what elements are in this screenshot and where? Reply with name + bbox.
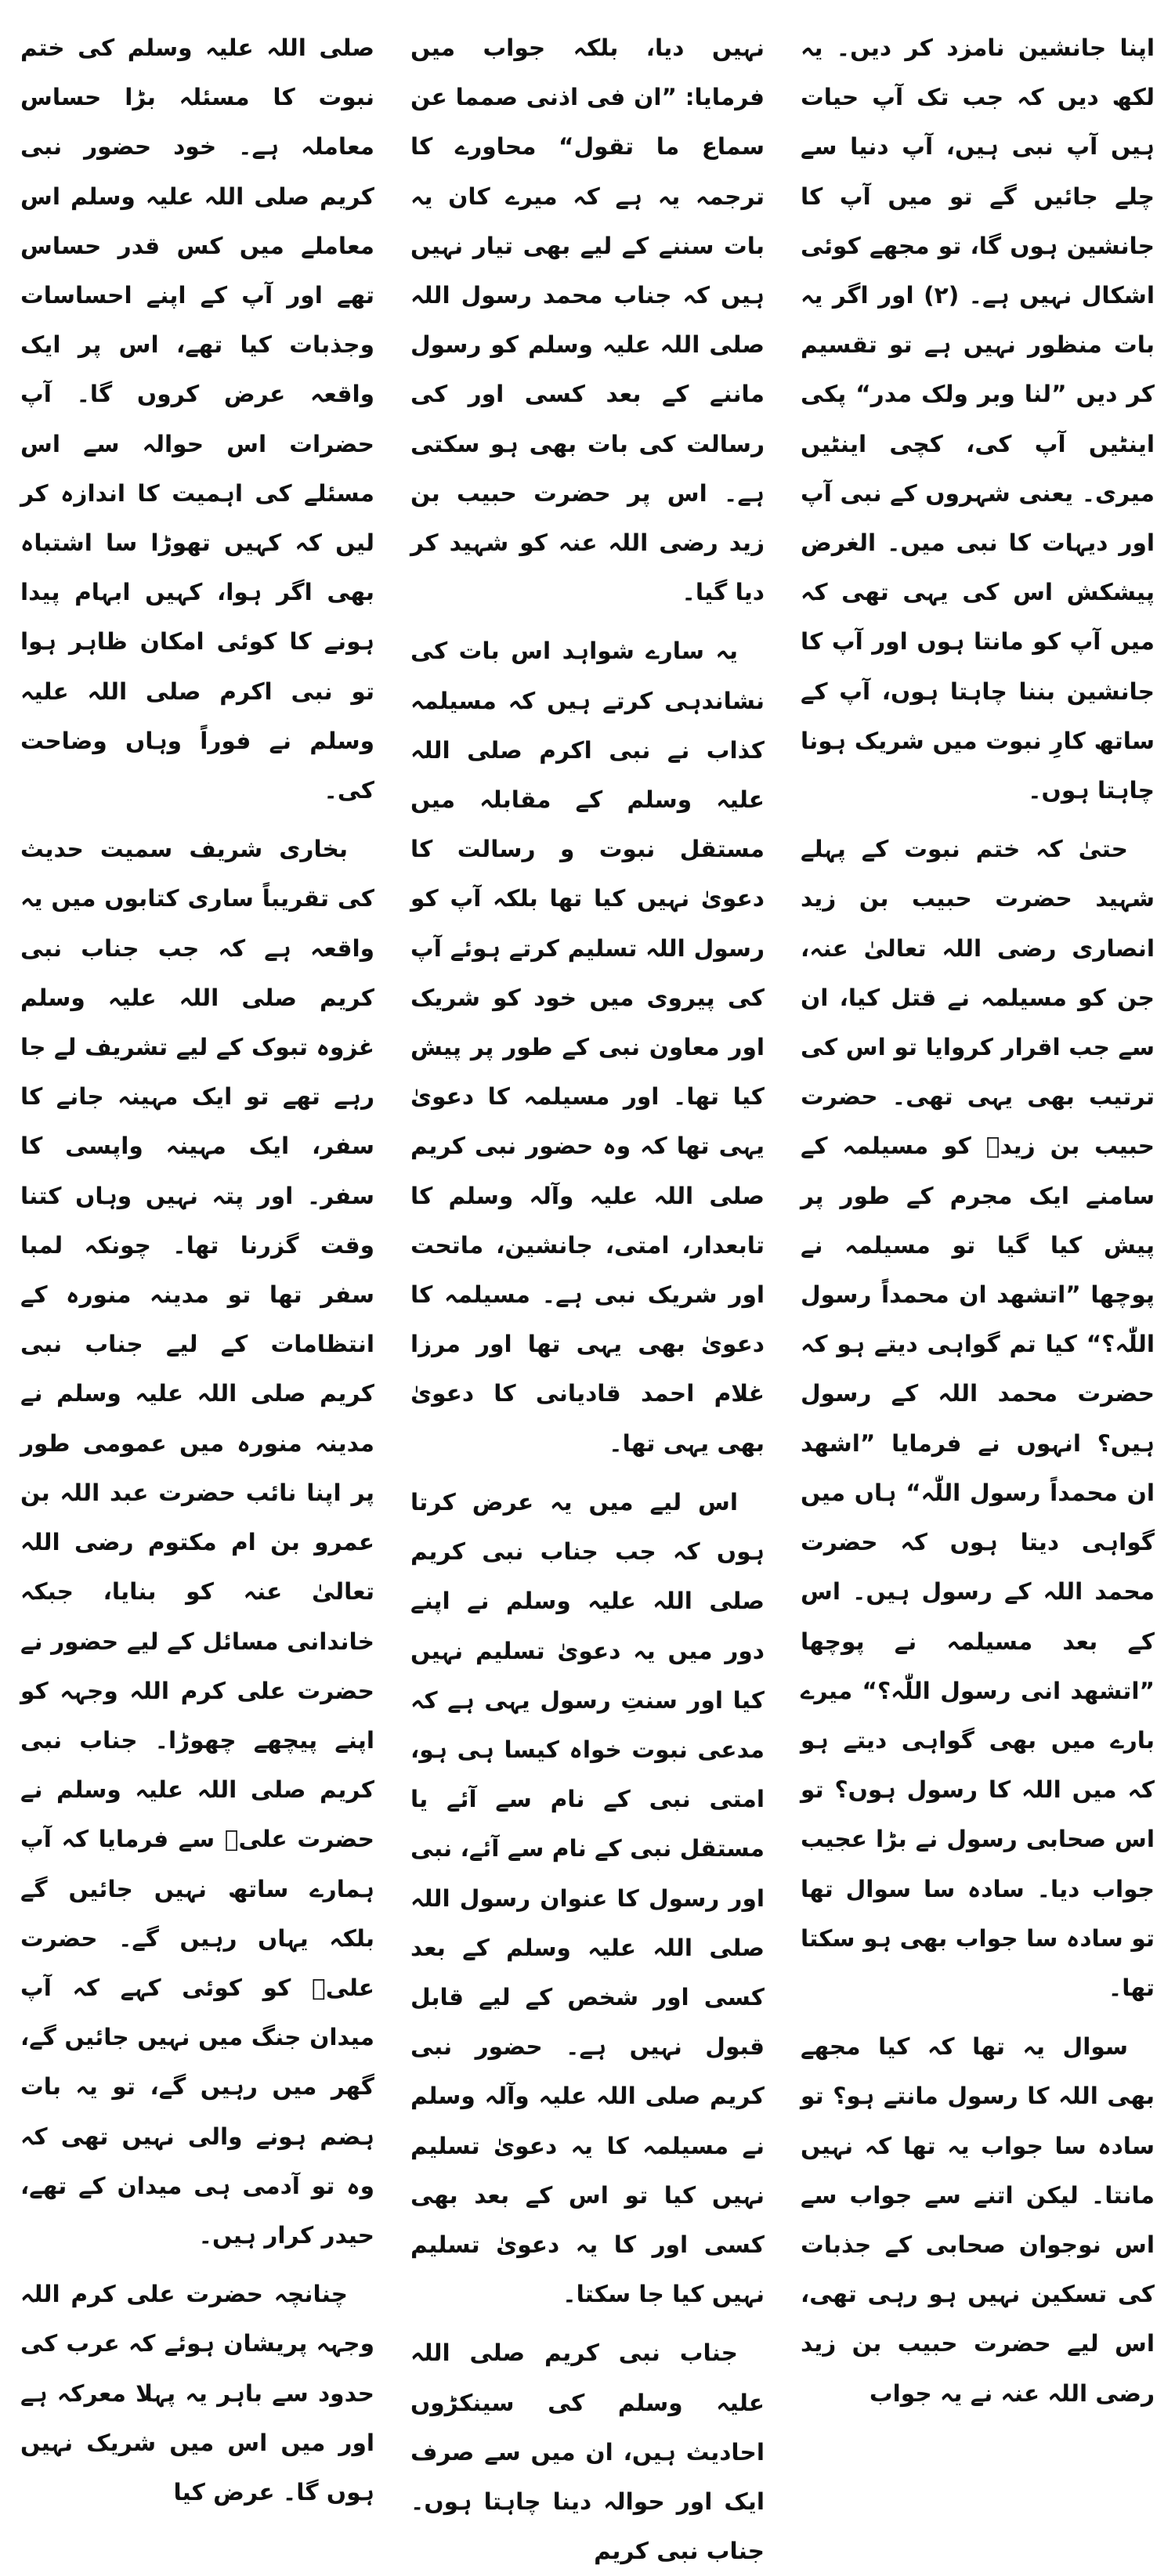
paragraph: اپنا جانشین نامزد کر دیں۔ یہ لکھ دیں کہ جب تک آپ حیات ہیں آپ نبی ہیں، آپ دنیا سے چلے جائیں گے تو میں آپ کا جانشین ہوں گا، تو مجھے کوئی اشکال نہیں ہے۔ (۲) اور اگر یہ بات منظور نہیں ہے تو تقسیم کر دیں ”لنا وبر ولک مدر“ پکی اینٹیں آپ کی، کچی اینٹیں میری۔ یعنی شہروں کے نبی آپ اور دیہات کا نبی میں۔ الغرض پیشکش اس کی یہی تھی کہ میں آپ کو مانتا ہوں اور آپ کا جانشین بننا چاہتا ہوں، آپ کے ساتھ کارِ نبوت میں شریک ہونا چاہتا ہوں۔ [801, 34, 1155, 804]
paragraph: چنانچہ حضرت علی کرم اللہ وجہہ پریشان ہوئے کہ عرب کی حدود سے باہر یہ پہلا معرکہ ہے اور میں اس میں شریک نہیں ہوں گا۔ عرض کیا [20, 2281, 374, 2506]
paragraph: سوال یہ تھا کہ کیا مجھے بھی اللہ کا رسول مانتے ہو؟ تو سادہ سا جواب یہ تھا کہ نہیں مانتا۔ لیکن اتنے سے جواب سے اس نوجوان صحابی کے جذبات کی تسکین نہیں ہو رہی تھی، اس لیے حضرت حبیب بن زید رضی اللہ عنہ نے یہ جواب [801, 2033, 1155, 2407]
column-left [20, 23, 374, 2506]
column-right [801, 23, 1155, 2407]
paragraph: یہ سارے شواہد اس بات کی نشاندہی کرتے ہیں کہ مسیلمہ کذاب نے نبی اکرم صلی اللہ علیہ وسلم کے مقابلہ میں مستقل نبوت و رسالت کا دعویٰ نہیں کیا تھا بلکہ آپ کو رسول اللہ تسلیم کرتے ہوئے آپ کی پیروی میں خود کو شریک اور معاون نبی کے طور پر پیش کیا تھا۔ اور مسیلمہ کا دعویٰ یہی تھا کہ وہ حضور نبی کریم صلی اللہ علیہ وآلہ وسلم کا تابعدار، امتی، جانشین، ماتحت اور شریک نبی ہے۔ مسیلمہ کا دعویٰ بھی یہی تھا اور مرزا غلام احمد قادیانی کا دعویٰ بھی یہی تھا۔ [410, 638, 765, 1457]
paragraph: حتیٰ کہ ختم نبوت کے پہلے شہید حضرت حبیب بن زید انصاری رضی اللہ تعالیٰ عنہ، جن کو مسیلمہ نے قتل کیا، ان سے جب اقرار کروایا تو اس کی ترتیب بھی یہی تھی۔ حضرت حبیب بن زیدؓ کو مسیلمہ کے سامنے ایک مجرم کے طور پر پیش کیا گیا تو مسیلمہ نے پوچھا ”اتشھد ان محمداً رسول اللّٰہ؟“ کیا تم گواہی دیتے ہو کہ حضرت محمد اللہ کے رسول ہیں؟ انہوں نے فرمایا ”اشھد ان محمداً رسول اللّٰہ“ ہاں میں گواہی دیتا ہوں کہ حضرت محمد اللہ کے رسول ہیں۔ اس کے بعد مسیلمہ نے پوچھا ”اتشھد انی رسول اللّٰہ؟“ میرے بارے میں بھی گواہی دیتے ہو کہ میں اللہ کا رسول ہوں؟ تو اس صحابی رسول نے بڑا عجیب جواب دیا۔ سادہ سا سوال تھا تو سادہ سا جواب بھی ہو سکتا تھا۔ [801, 836, 1155, 2001]
paragraph: جناب نبی کریم صلی اللہ علیہ وسلم کی سینکڑوں احادیث ہیں، ان میں سے صرف ایک اور حوالہ دینا چاہتا ہوں۔ جناب نبی کریم [410, 2339, 765, 2565]
paragraph: نہیں دیا، بلکہ جواب میں فرمایا: ”ان فی اذنی صمما عن سماع ما تقول“ محاورے کا ترجمہ یہ ہے کہ میرے کان یہ بات سننے کے لیے بھی تیار نہیں ہیں کہ جناب محمد رسول اللہ صلی اللہ علیہ وسلم کو رسول ماننے کے بعد کسی اور کی رسالت کی بات بھی ہو سکتی ہے۔ اس پر حضرت حبیب بن زید رضی اللہ عنہ کو شہید کر دیا گیا۔ [410, 34, 765, 606]
article-columns [20, 23, 1155, 2565]
paragraph: صلی اللہ علیہ وسلم کی ختم نبوت کا مسئلہ بڑا حساس معاملہ ہے۔ خود حضور نبی کریم صلی اللہ علیہ وسلم اس معاملے میں کس قدر حساس تھے اور آپ کے اپنے احساسات وجذبات کیا تھے، اس پر ایک واقعہ عرض کروں گا۔ آپ حضرات اس حوالہ سے اس مسئلے کی اہمیت کا اندازہ کر لیں کہ کہیں تھوڑا سا اشتباہ بھی اگر ہوا، کہیں ابہام پیدا ہونے کا کوئی امکان ظاہر ہوا تو نبی اکرم صلی اللہ علیہ وسلم نے فوراً وہاں وضاحت کی۔ [20, 34, 374, 804]
column-middle [410, 23, 765, 2565]
paragraph: بخاری شریف سمیت حدیث کی تقریباً ساری کتابوں میں یہ واقعہ ہے کہ جب جناب نبی کریم صلی اللہ علیہ وسلم غزوہ تبوک کے لیے تشریف لے جا رہے تھے تو ایک مہینہ جانے کا سفر، ایک مہینہ واپسی کا سفر۔ اور پتہ نہیں وہاں کتنا وقت گزرنا تھا۔ چونکہ لمبا سفر تھا تو مدینہ منورہ کے انتظامات کے لیے جناب نبی کریم صلی اللہ علیہ وسلم نے مدینہ منورہ میں عمومی طور پر اپنا نائب حضرت عبد اللہ بن عمرو بن ام مکتوم رضی اللہ تعالیٰ عنہ کو بنایا، جبکہ خاندانی مسائل کے لیے حضور نے حضرت علی کرم اللہ وجہہ کو اپنے پیچھے چھوڑا۔ جناب نبی کریم صلی اللہ علیہ وسلم نے حضرت علیؓ سے فرمایا کہ آپ ہمارے ساتھ نہیں جائیں گے بلکہ یہاں رہیں گے۔ حضرت علیؓ کو کوئی کہے کہ آپ میدان جنگ میں نہیں جائیں گے، گھر میں رہیں گے، تو یہ بات ہضم ہونے والی نہیں تھی کہ وہ تو آدمی ہی میدان کے تھے، حیدر کرار ہیں۔ [20, 836, 374, 2249]
paragraph: اس لیے میں یہ عرض کرتا ہوں کہ جب جناب نبی کریم صلی اللہ علیہ وسلم نے اپنے دور میں یہ دعویٰ تسلیم نہیں کیا اور سنتِ رسول یہی ہے کہ مدعی نبوت خواہ کیسا ہی ہو، امتی نبی کے نام سے آئے یا مستقل نبی کے نام سے آئے، نبی اور رسول کا عنوان رسول اللہ صلی اللہ علیہ وسلم کے بعد کسی اور شخص کے لیے قابل قبول نہیں ہے۔ حضور نبی کریم صلی اللہ علیہ وآلہ وسلم نے مسیلمہ کا یہ دعویٰ تسلیم نہیں کیا تو اس کے بعد بھی کسی اور کا یہ دعویٰ تسلیم نہیں کیا جا سکتا۔ [410, 1488, 765, 2308]
